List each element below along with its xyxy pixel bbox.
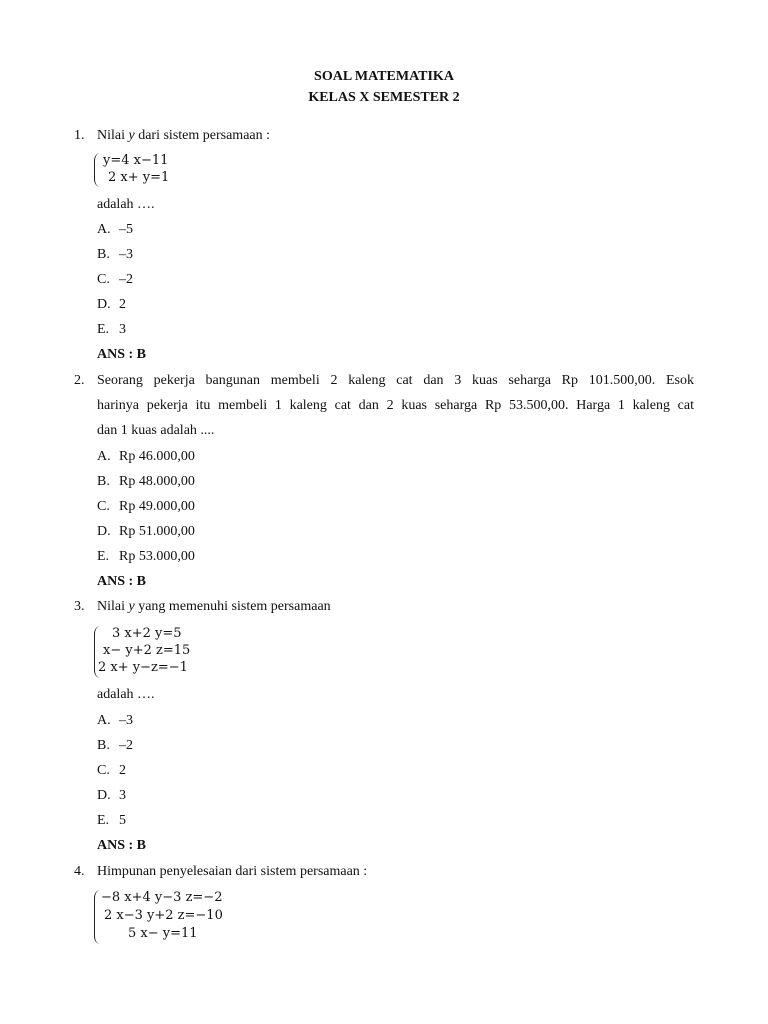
- option-label: D.: [97, 788, 111, 803]
- question-number: 3.: [74, 599, 85, 614]
- option-label: A.: [97, 449, 111, 464]
- option-value: 2: [119, 763, 126, 778]
- option-e[interactable]: [97, 813, 126, 829]
- option-b[interactable]: [97, 247, 133, 263]
- question-number: 1.: [74, 128, 85, 143]
- question-number: 2.: [74, 373, 85, 388]
- text-variable: y: [128, 128, 135, 143]
- option-e[interactable]: [97, 549, 195, 565]
- equation: 3 x+2 y=5: [112, 626, 182, 641]
- option-value: –3: [119, 713, 133, 728]
- equation: −8 x+4 y−3 z=−2: [101, 890, 223, 905]
- question-text: [97, 128, 270, 144]
- option-d[interactable]: [97, 524, 195, 540]
- equation: 2 x−3 y+2 z=−10: [104, 908, 223, 923]
- option-value: 3: [119, 322, 126, 337]
- question-text: Himpunan penyelesaian dari sistem persamaan :: [97, 864, 368, 879]
- option-value: 5: [119, 813, 126, 828]
- equation: x− y+2 z=15: [103, 643, 191, 658]
- option-label: E.: [97, 813, 110, 828]
- option-label: E.: [97, 322, 110, 337]
- option-label: C.: [97, 272, 110, 287]
- answer-key: ANS : B: [97, 347, 147, 362]
- option-value: Rp 49.000,00: [119, 499, 195, 514]
- option-a[interactable]: [97, 713, 133, 729]
- option-value: Rp 51.000,00: [119, 524, 195, 539]
- equation: 2 x+ y=1: [108, 170, 170, 185]
- title-line-1: SOAL MATEMATIKA: [314, 69, 454, 84]
- option-label: D.: [97, 297, 111, 312]
- option-value: Rp 53.000,00: [119, 549, 195, 564]
- option-label: C.: [97, 499, 110, 514]
- title-line-2: KELAS X SEMESTER 2: [308, 90, 460, 105]
- question-number: 4.: [74, 864, 85, 879]
- text-part: Nilai: [97, 599, 129, 614]
- question-text-line-2: harinya pekerja itu membeli 1 kaleng cat dan 2 kuas seharga Rp 53.500,00. Harga 1 kaleng cat: [97, 398, 694, 413]
- text-part: yang memenuhi sistem persamaan: [134, 599, 331, 614]
- option-label: B.: [97, 247, 110, 262]
- option-value: –3: [119, 247, 133, 262]
- brace: [94, 890, 100, 944]
- option-value: –5: [119, 222, 133, 237]
- answer-key: ANS : B: [97, 838, 147, 853]
- brace: [94, 153, 100, 187]
- option-c[interactable]: [97, 499, 195, 515]
- equation: y=4 x−11: [103, 153, 169, 168]
- option-d[interactable]: [97, 297, 126, 313]
- option-value: 2: [119, 297, 126, 312]
- question-text-line-3: dan 1 kuas adalah ....: [97, 423, 215, 438]
- option-label: B.: [97, 738, 110, 753]
- option-c[interactable]: [97, 763, 126, 779]
- option-a[interactable]: [97, 449, 195, 465]
- question-text: [97, 599, 331, 615]
- option-b[interactable]: [97, 474, 195, 490]
- option-value: –2: [119, 272, 133, 287]
- equation: 5 x− y=11: [128, 926, 198, 941]
- option-value: Rp 48.000,00: [119, 474, 195, 489]
- option-value: Rp 46.000,00: [119, 449, 195, 464]
- option-value: –2: [119, 738, 133, 753]
- option-e[interactable]: [97, 322, 126, 338]
- option-c[interactable]: [97, 272, 133, 288]
- text-part: Nilai: [97, 128, 129, 143]
- equation: 2 x+ y−z=−1: [98, 660, 188, 675]
- option-label: A.: [97, 222, 111, 237]
- question-text-line-1: Seorang pekerja bangunan membeli 2 kaleng cat dan 3 kuas seharga Rp 101.500,00. Esok: [97, 373, 694, 388]
- answer-key: ANS : B: [97, 574, 147, 589]
- option-label: B.: [97, 474, 110, 489]
- option-label: A.: [97, 713, 111, 728]
- option-label: D.: [97, 524, 111, 539]
- option-value: 3: [119, 788, 126, 803]
- text-variable: y: [128, 599, 135, 614]
- option-a[interactable]: [97, 222, 133, 238]
- question-suffix: adalah ….: [97, 687, 155, 702]
- option-b[interactable]: [97, 738, 133, 754]
- question-suffix: adalah ….: [97, 197, 155, 212]
- option-d[interactable]: [97, 788, 126, 804]
- option-label: C.: [97, 763, 110, 778]
- text-part: dari sistem persamaan :: [134, 128, 271, 143]
- option-label: E.: [97, 549, 110, 564]
